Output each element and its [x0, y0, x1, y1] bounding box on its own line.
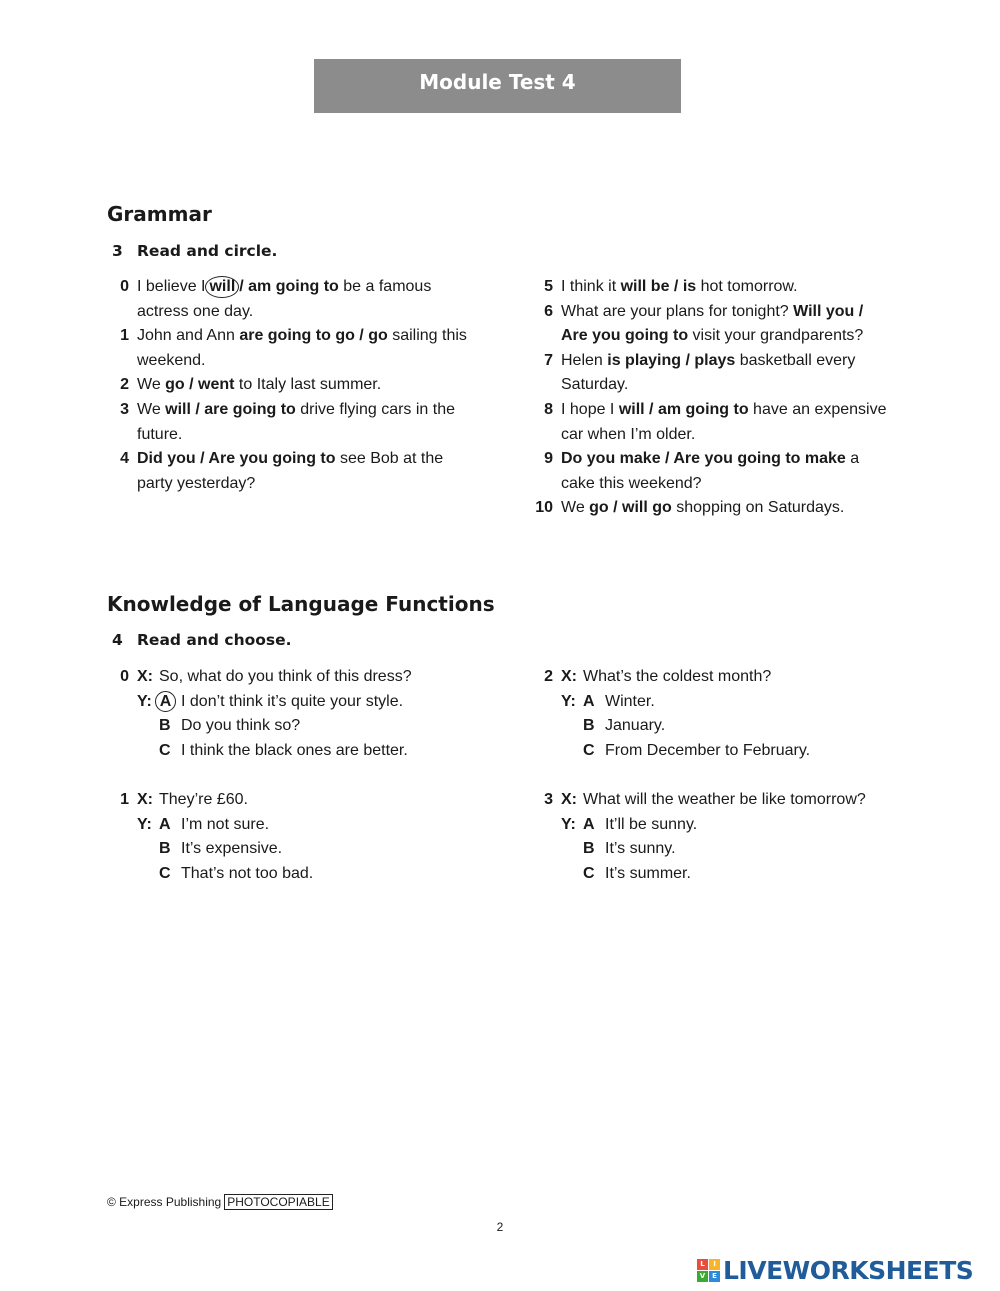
speaker-y-label: Y: [561, 815, 576, 833]
copyright-text: © Express Publishing [107, 1195, 222, 1209]
choice-options[interactable]: will / are going to [165, 400, 296, 418]
grammar-item [112, 373, 482, 398]
functions-column-right [536, 665, 916, 911]
logo-cube: V [697, 1271, 708, 1282]
functions-instruction [112, 631, 292, 649]
answer-option[interactable] [137, 813, 492, 838]
sentence-text: basketball every Saturday. [561, 351, 856, 394]
choice-options[interactable]: are going to go / go [239, 327, 388, 345]
circled-answer[interactable]: A [155, 691, 176, 712]
item-number: 8 [544, 400, 553, 418]
option-letter[interactable]: B [159, 717, 171, 735]
choice-options[interactable]: go / will go [589, 499, 672, 517]
item-number: 5 [544, 278, 553, 295]
question-line [561, 788, 916, 813]
speaker-y-label: Y: [561, 692, 576, 710]
sentence-text: see Bob at the party yesterday? [137, 450, 444, 492]
choice-options[interactable]: Did you / Are you going to [137, 450, 336, 468]
option-text: Winter. [605, 692, 655, 710]
grammar-item [536, 496, 891, 521]
grammar-item [112, 275, 482, 324]
grammar-item [112, 324, 482, 373]
option-text: It’s summer. [605, 864, 691, 882]
item-number: 3 [544, 790, 553, 808]
grammar-item [536, 398, 891, 447]
footer-copyright [107, 1195, 333, 1209]
choice-options[interactable]: is playing / plays [607, 351, 736, 369]
question-line [137, 788, 492, 813]
item-number: 9 [544, 450, 553, 468]
sentence-text: What are your plans for tonight? [561, 302, 794, 320]
option-letter[interactable]: C [583, 741, 595, 759]
grammar-item [112, 398, 482, 447]
item-number: 1 [120, 327, 129, 345]
grammar-item [536, 349, 891, 398]
question-text: What’s the coldest month? [583, 668, 772, 685]
sentence-text: We [561, 499, 590, 517]
sentence-text: to Italy last summer. [234, 376, 382, 394]
choice-options[interactable]: Do you make / Are you going to make [561, 450, 846, 468]
grammar-instruction [112, 242, 277, 260]
option-letter[interactable]: B [159, 840, 171, 858]
grammar-item [536, 275, 891, 300]
option-text: That’s not too bad. [181, 864, 314, 882]
option-letter[interactable]: C [159, 741, 171, 759]
option-text: I don’t think it’s quite your style. [181, 692, 404, 710]
circled-answer[interactable]: will [205, 276, 239, 298]
sentence-text: shopping on Saturdays. [671, 499, 845, 517]
option-letter[interactable]: A [159, 815, 171, 833]
sentence-text: have an expensive car when I’m older. [561, 400, 887, 443]
grammar-item [536, 300, 891, 349]
sentence-text: be a famous actress one day. [137, 278, 432, 320]
sentence-text: I hope I [561, 400, 619, 418]
sentence-text: John and Ann [137, 327, 240, 345]
dialogue-item [112, 665, 492, 763]
sentence-text: drive flying cars in the future. [137, 400, 456, 443]
option-letter[interactable] [157, 690, 173, 715]
choice-options[interactable]: / am going to [239, 278, 339, 295]
item-number: 4 [120, 450, 129, 468]
page-number: 2 [496, 1220, 504, 1234]
logo-cube: I [709, 1259, 720, 1270]
choice-options[interactable]: go / went [165, 376, 235, 394]
choice-options[interactable]: Will you / Are you going to [561, 302, 864, 345]
functions-column-left [112, 665, 492, 911]
grammar-heading: Grammar [107, 202, 212, 226]
option-text: From December to February. [605, 741, 811, 759]
item-number: 10 [535, 499, 553, 517]
question-text: They’re £60. [159, 790, 248, 808]
question-text: What will the weather be like tomorrow? [583, 790, 866, 808]
answer-option[interactable] [137, 739, 492, 764]
sentence-text: I think it [561, 278, 621, 295]
option-letter[interactable]: A [583, 815, 595, 833]
question-text: So, what do you think of this dress? [159, 668, 412, 685]
answer-option[interactable] [137, 714, 492, 739]
logo-cube: E [709, 1271, 720, 1282]
option-text: I’m not sure. [181, 815, 270, 833]
grammar-column-right [536, 275, 891, 521]
option-letter[interactable]: B [583, 717, 595, 735]
item-number: 0 [120, 668, 129, 685]
question-line [561, 665, 916, 690]
grammar-item [112, 447, 482, 496]
item-number: 3 [120, 400, 129, 418]
dialogue-item [536, 788, 916, 886]
dialogue-item [112, 788, 492, 886]
item-number: 0 [120, 278, 129, 295]
option-text: Do you think so? [181, 717, 301, 735]
dialogue-item [536, 665, 916, 763]
sentence-text: visit your grandparents? [688, 327, 864, 345]
logo-cubes-icon [697, 1259, 720, 1282]
answer-option[interactable] [561, 714, 916, 739]
answer-option[interactable] [137, 862, 492, 887]
speaker-y-label: Y: [137, 815, 152, 833]
logo-cube: L [697, 1259, 708, 1270]
sentence-text: sailing this weekend. [137, 327, 467, 369]
instruction-number: 3 [112, 242, 123, 260]
speaker-x-label: X: [561, 668, 577, 685]
item-number: 7 [544, 351, 553, 369]
option-text: It’s expensive. [181, 840, 283, 858]
sentence-text: hot tomorrow. [696, 278, 798, 295]
photocopiable-label: PHOTOCOPIABLE [224, 1194, 332, 1210]
grammar-item [536, 447, 891, 496]
grammar-column-left [112, 275, 482, 496]
choice-options[interactable]: will be / is [620, 278, 697, 295]
liveworksheets-logo [697, 1255, 973, 1285]
answer-option[interactable] [561, 813, 916, 838]
option-text: I think the black ones are better. [181, 741, 408, 759]
option-text: It’s sunny. [605, 840, 676, 858]
choice-options[interactable]: will / am going to [618, 400, 749, 418]
sentence-text: I believe I [137, 278, 206, 295]
item-number: 2 [120, 376, 129, 394]
module-title: Module Test 4 [314, 59, 681, 113]
sentence-text: We [137, 400, 166, 418]
item-number: 1 [120, 790, 129, 808]
sentence-text: We [137, 376, 166, 394]
instruction-text: Read and circle. [137, 242, 278, 260]
option-text: It’ll be sunny. [605, 815, 698, 833]
option-letter[interactable]: A [583, 692, 595, 710]
option-letter[interactable]: C [583, 864, 595, 882]
question-line [137, 665, 492, 690]
speaker-x-label: X: [137, 668, 153, 685]
answer-option[interactable] [561, 837, 916, 862]
instruction-text: Read and choose. [137, 631, 292, 649]
option-letter[interactable]: C [159, 864, 171, 882]
item-number: 6 [544, 302, 553, 320]
answer-option[interactable] [561, 739, 916, 764]
sentence-text: Helen [561, 351, 608, 369]
answer-option[interactable] [561, 690, 916, 715]
instruction-number: 4 [112, 631, 123, 649]
option-letter[interactable]: B [583, 840, 595, 858]
speaker-x-label: X: [561, 790, 577, 808]
brand-name: LIVEWORKSHEETS [723, 1255, 974, 1285]
speaker-y-label: Y: [137, 692, 152, 710]
answer-option[interactable] [137, 690, 492, 715]
sentence-text: a cake this weekend? [561, 450, 860, 492]
option-text: January. [605, 717, 666, 735]
speaker-x-label: X: [137, 790, 153, 808]
item-number: 2 [544, 668, 553, 685]
answer-option[interactable] [137, 837, 492, 862]
functions-heading: Knowledge of Language Functions [107, 592, 495, 616]
answer-option[interactable] [561, 862, 916, 887]
